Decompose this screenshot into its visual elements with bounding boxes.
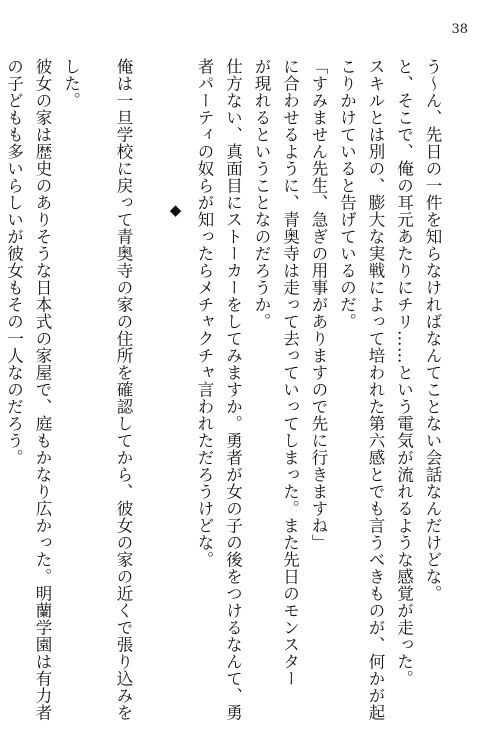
text-line: に合わせるように、青奥寺は走って去っていってしまった。また先日のモンスター	[280, 58, 300, 687]
text-line: 俺は一旦学校に戻って青奥寺の家の住所を確認してから、彼女の家の近くで張り込みを	[114, 58, 133, 721]
text-line: が現れるということなのだろうか。	[252, 58, 271, 330]
text-line: う〜ん、先日の一件を知らなければなんてことない会話なんだけどな。	[423, 58, 442, 602]
page-number: 38	[451, 22, 468, 37]
vertical-text-body	[4, 58, 446, 721]
text-line: スキルとは別の、膨大な実戦によって培われた第六感とでも言うべきものが、何かが起	[366, 58, 385, 721]
text-line: こりかけていると告げているのだ。	[337, 58, 357, 330]
text-line: と、そこで、俺の耳元あたりにチリ……という電気が流れるような感覚が走った。	[394, 58, 414, 687]
text-line: 「すみません先生、急ぎの用事がありますので先に行きますね」	[309, 58, 328, 551]
text-line: 仕方ない、真面目にストーカーをしてみますか。勇者が女の子の後をつけるなんて、勇	[223, 58, 243, 721]
text-line: した。	[61, 58, 81, 109]
text-line: の子どもも多いらしいが彼女もその一人なのだろう。	[4, 58, 24, 466]
text-line: 彼女の家は歴史のありそうな日本式の家屋で、庭もかなり広かった。明蘭学園は有力者	[33, 58, 52, 721]
section-separator-diamond: ◆	[166, 200, 185, 219]
text-line: 者パーティの奴らが知ったらメチャクチャ言われただろうけどな。	[195, 58, 214, 568]
